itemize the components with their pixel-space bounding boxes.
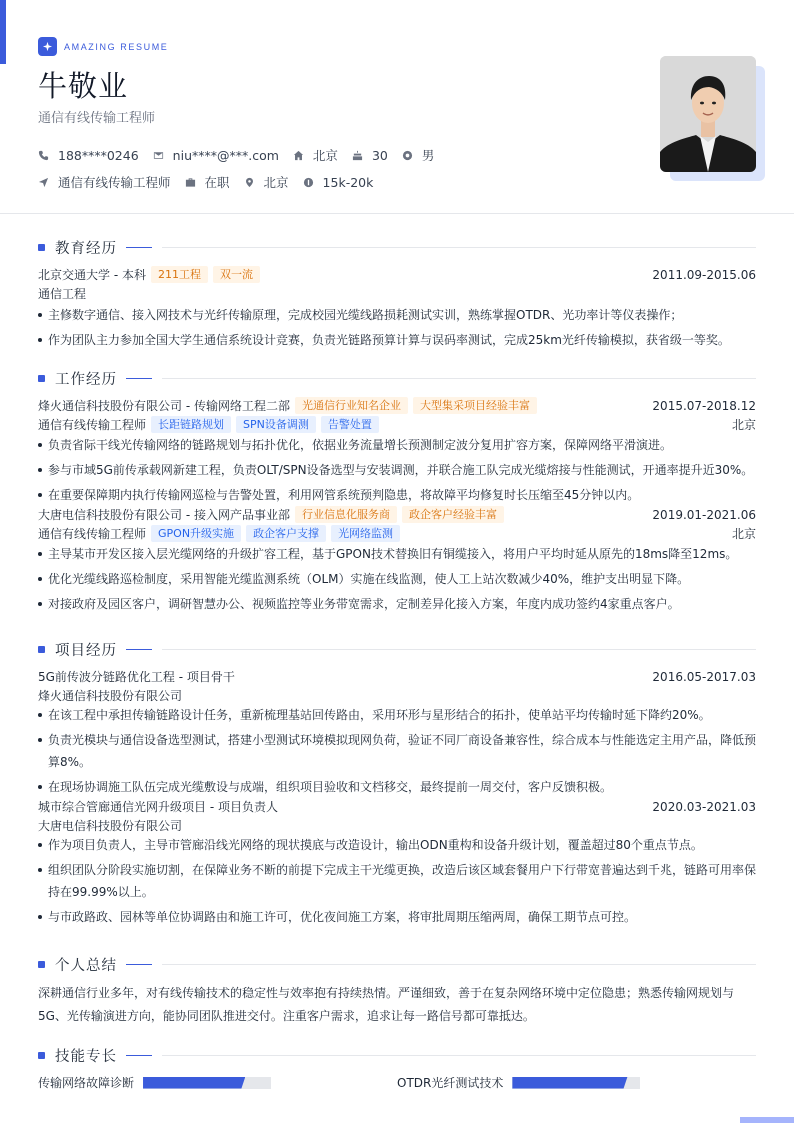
list-item: 参与市域5G前传承载网新建工程，负责OLT/SPN设备选型与安装调测，并联合施工队完成光缆熔接与性能测试，开通率提升近30%。	[38, 459, 756, 481]
work-bullets	[38, 543, 756, 615]
salary-item	[303, 175, 374, 190]
section-header	[38, 1045, 756, 1065]
education-date: 2011.09-2015.06	[652, 267, 756, 282]
section-title: 项目经历	[55, 642, 117, 659]
send-icon	[38, 177, 49, 188]
gender-text: 男	[421, 148, 435, 163]
mail-text: niu****@***.com	[172, 147, 279, 163]
project-date: 2016.05-2017.03	[652, 669, 756, 684]
section-dash	[126, 1055, 152, 1056]
section-dash	[126, 649, 152, 650]
candidate-name: 牛敬业	[38, 69, 129, 103]
project-name: 城市综合管廊通信光网升级项目 - 项目负责人	[38, 800, 278, 814]
project-section	[38, 639, 756, 931]
age-text: 30	[371, 147, 388, 163]
section-title: 技能专长	[55, 1048, 117, 1065]
role-tag: 告警处置	[321, 416, 379, 433]
project-entry	[38, 797, 756, 928]
list-item: 负责光模块与通信设备选型测试，搭建小型测试环境模拟现网负荷，验证不同厂商设备兼容性，综合成本与性能选定主用产品，降低预算8%。	[38, 729, 756, 773]
location-item	[244, 173, 289, 191]
section-divider	[162, 247, 756, 248]
section-marker	[38, 1052, 45, 1059]
employment-item	[185, 173, 230, 191]
location-icon	[244, 177, 255, 188]
section-divider	[162, 1055, 756, 1056]
major: 通信工程	[38, 286, 87, 301]
phone-icon	[38, 150, 49, 161]
bottom-accent	[740, 1117, 794, 1123]
work-date: 2015.07-2018.12	[652, 398, 756, 413]
section-header	[38, 368, 756, 388]
company-tag: 行业信息化服务商	[295, 506, 397, 523]
list-item: 负责省际干线光传输网络的链路规划与拓扑优化，依据业务流量增长预测制定波分复用扩容方案，保障网络平滑演进。	[38, 434, 756, 456]
section-marker	[38, 244, 45, 251]
employment-text: 在职	[204, 175, 230, 190]
role-row	[38, 415, 756, 434]
work-bullets	[38, 434, 756, 506]
project-entry	[38, 667, 756, 798]
section-dash	[126, 964, 152, 965]
briefcase-icon	[185, 177, 196, 188]
role-tag: SPN设备调测	[236, 416, 316, 433]
work-city: 北京	[731, 527, 756, 541]
company-name: 烽火通信科技股份有限公司 - 传输网络工程二部	[38, 399, 290, 413]
company-row	[38, 505, 756, 524]
list-item: 组织团队分阶段实施切割，在保障业务不断的前提下完成主干光缆更换，改造后该区域套餐用户下行带宽普遍达到千兆，链路可用率保持在99.99%以上。	[38, 859, 756, 903]
candidate-title: 通信有线传输工程师	[38, 111, 156, 126]
section-title: 工作经历	[55, 371, 117, 388]
list-item: 作为项目负责人，主导市管廊沿线光网络的现状摸底与改造设计，输出ODN重构和设备升级计划，覆盖超过80个重点节点。	[38, 834, 756, 856]
list-item: 主导某市开发区接入层光缆网络的升级扩容工程，基于GPON技术替换旧有铜缆接入，将用户平均时延从原先的18ms降至12ms。	[38, 543, 756, 565]
company-tag: 光通信行业知名企业	[295, 397, 408, 414]
project-name: 5G前传波分链路优化工程 - 项目骨干	[38, 670, 235, 684]
salary-text: 15k-20k	[322, 174, 374, 190]
avatar	[660, 56, 766, 182]
brand-text: AMAZING RESUME	[64, 41, 169, 52]
skills-section	[38, 1045, 756, 1091]
avatar-photo	[660, 56, 756, 172]
list-item: 作为团队主力参加全国大学生通信系统设计竞赛，负责光链路预算计算与误码率测试，完成25km光纤传输模拟，获省级一等奖。	[38, 329, 756, 351]
age-item	[352, 148, 388, 163]
education-bullets	[38, 304, 756, 351]
work-city: 北京	[731, 418, 756, 432]
role-tag: GPON升级实施	[151, 525, 241, 542]
company-row	[38, 396, 756, 415]
education-section	[38, 237, 756, 354]
role-tag: 长距链路规划	[151, 416, 231, 433]
role-tag: 光网络监测	[331, 525, 400, 542]
skill-name: OTDR光纤测试技术	[397, 1076, 504, 1090]
phone-item	[38, 148, 139, 163]
project-bullets	[38, 704, 756, 798]
contact-row	[38, 146, 448, 164]
section-marker	[38, 961, 45, 968]
skill-list	[38, 1074, 756, 1091]
location-text: 北京	[263, 175, 289, 190]
section-divider	[162, 964, 756, 965]
list-item: 与市政路政、园林等单位协调路由和施工许可，优化夜间施工方案，将审批周期压缩两周，确保工期节点可控。	[38, 906, 756, 928]
role-tag: 政企客户支撑	[246, 525, 326, 542]
project-date: 2020.03-2021.03	[652, 799, 756, 814]
school-tag: 211工程	[151, 266, 208, 283]
work-entry	[38, 396, 756, 506]
summary-section	[38, 954, 756, 1028]
project-bullets	[38, 834, 756, 928]
skill-name: 传输网络故障诊断	[38, 1076, 135, 1090]
gender-icon	[402, 150, 413, 161]
school-tag: 双一流	[213, 266, 260, 283]
resume-header	[0, 0, 794, 214]
skill-item	[397, 1074, 756, 1091]
section-header	[38, 639, 756, 659]
brand	[38, 37, 168, 56]
mail-item	[153, 148, 279, 163]
section-header	[38, 954, 756, 974]
section-dash	[126, 247, 152, 248]
skill-bar-fill	[512, 1077, 627, 1089]
project-row	[38, 667, 756, 686]
skill-item	[38, 1074, 397, 1091]
sparkle-icon	[38, 37, 57, 56]
project-org: 烽火通信科技股份有限公司	[38, 688, 183, 703]
company-tag: 政企客户经验丰富	[402, 506, 504, 523]
section-title: 个人总结	[55, 957, 117, 974]
phone-text: 188****0246	[58, 147, 139, 163]
city-item	[293, 146, 338, 164]
cake-icon	[352, 150, 363, 161]
list-item: 在该工程中承担传输链路设计任务，重新梳理基站回传路由，采用环形与星形结合的拓扑，使单站平均传输时延下降约20%。	[38, 704, 756, 726]
list-item: 主修数字通信、接入网技术与光纤传输原理，完成校园光缆线路损耗测试实训，熟练掌握OTDR、光功率计等仪表操作；	[38, 304, 756, 326]
skill-bar-fill	[143, 1077, 245, 1089]
role-name: 通信有线传输工程师	[38, 527, 147, 541]
skill-bar	[143, 1077, 271, 1089]
company-name: 大唐电信科技股份有限公司 - 接入网产品事业部	[38, 508, 290, 522]
section-header	[38, 237, 756, 257]
company-tag: 大型集采项目经验丰富	[413, 397, 537, 414]
section-marker	[38, 646, 45, 653]
work-section	[38, 368, 756, 618]
school-name: 北京交通大学 - 本科	[38, 268, 146, 282]
education-row	[38, 265, 756, 284]
city-text: 北京	[312, 148, 338, 163]
section-divider	[162, 649, 756, 650]
section-title: 教育经历	[55, 240, 117, 257]
skill-bar	[512, 1077, 640, 1089]
list-item: 在现场协调施工队伍完成光缆敷设与成端，组织项目验收和文档移交，最终提前一周交付，客户反馈积极。	[38, 776, 756, 798]
project-row	[38, 797, 756, 816]
section-divider	[162, 378, 756, 379]
target-item	[38, 173, 171, 191]
list-item: 在重要保障期内执行传输网巡检与告警处置，利用网管系统预判隐患，将故障平均修复时长压缩至45分钟以内。	[38, 484, 756, 506]
target-text: 通信有线传输工程师	[58, 175, 171, 190]
role-row	[38, 524, 756, 543]
status-row	[38, 173, 387, 191]
section-marker	[38, 375, 45, 382]
section-dash	[126, 378, 152, 379]
list-item: 对接政府及园区客户，调研智慧办公、视频监控等业务带宽需求，定制差异化接入方案，年度内成功签约4家重点客户。	[38, 593, 756, 615]
summary-text: 深耕通信行业多年，对有线传输技术的稳定性与效率抱有持续热情。严谨细致，善于在复杂网络环境中定位隐患；熟悉传输网规划与5G、光传输演进方向，能协同团队推进交付。注重客户需求，追求让每一路信号都可靠抵达。	[38, 986, 735, 1023]
work-date: 2019.01-2021.06	[652, 507, 756, 522]
money-icon	[303, 177, 314, 188]
home-icon	[293, 150, 304, 161]
mail-icon	[153, 150, 164, 161]
work-entry	[38, 505, 756, 615]
list-item: 优化光缆线路巡检制度，采用智能光缆监测系统（OLM）实施在线监测，使人工上站次数减少40%，维护支出明显下降。	[38, 568, 756, 590]
gender-item	[402, 146, 435, 164]
role-name: 通信有线传输工程师	[38, 418, 147, 432]
project-org: 大唐电信科技股份有限公司	[38, 818, 183, 833]
